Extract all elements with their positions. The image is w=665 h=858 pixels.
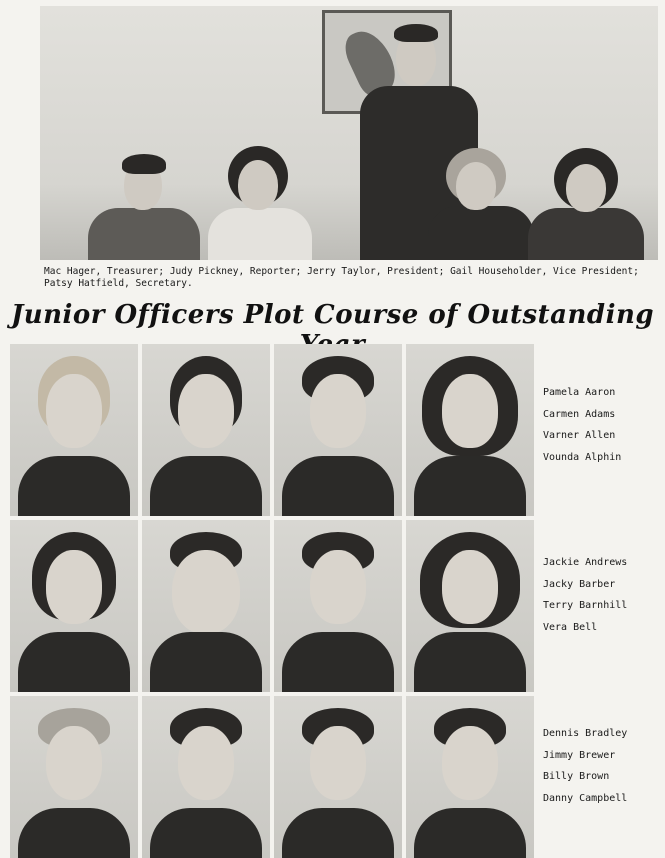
officer-figure [206,146,316,260]
student-portrait [142,344,270,516]
student-name: Varner Allen [543,430,616,441]
student-name: Jacky Barber [543,578,616,590]
student-name: Danny Campbell [543,792,628,804]
student-portrait [274,520,402,692]
student-name: Billy Brown [543,771,610,782]
officers-group-photo [40,6,658,260]
student-portrait [274,696,402,858]
student-portrait [406,520,534,692]
student-name: Carmen Adams [543,408,616,420]
student-portrait [142,696,270,858]
student-name: Vounda Alphin [543,451,622,463]
name-list [543,552,627,638]
student-portrait [10,520,138,692]
student-name: Terry Barnhill [543,600,628,611]
student-portrait [274,344,402,516]
student-portrait [406,696,534,858]
officer-figure [84,152,204,260]
student-name: Pamela Aaron [543,387,616,398]
student-name: Jackie Andrews [543,557,628,568]
student-portrait [406,344,534,516]
student-name: Jimmy Brewer [543,749,616,761]
photo-caption: Mac Hager, Treasurer; Judy Pickney, Reporter; Jerry Taylor, President; Gail Householder, Vice President; Patsy Hatfield, Secretary. [44,266,639,289]
officer-figure [526,148,646,260]
student-portrait [10,344,138,516]
name-list [543,382,621,468]
student-name: Vera Bell [543,621,598,633]
name-list [543,723,627,809]
student-portrait [10,696,138,858]
student-portrait [142,520,270,692]
page-headline: Junior Officers Plot Course of Outstanding [10,300,655,330]
student-name: Dennis Bradley [543,728,628,739]
officer-figure [428,148,534,260]
